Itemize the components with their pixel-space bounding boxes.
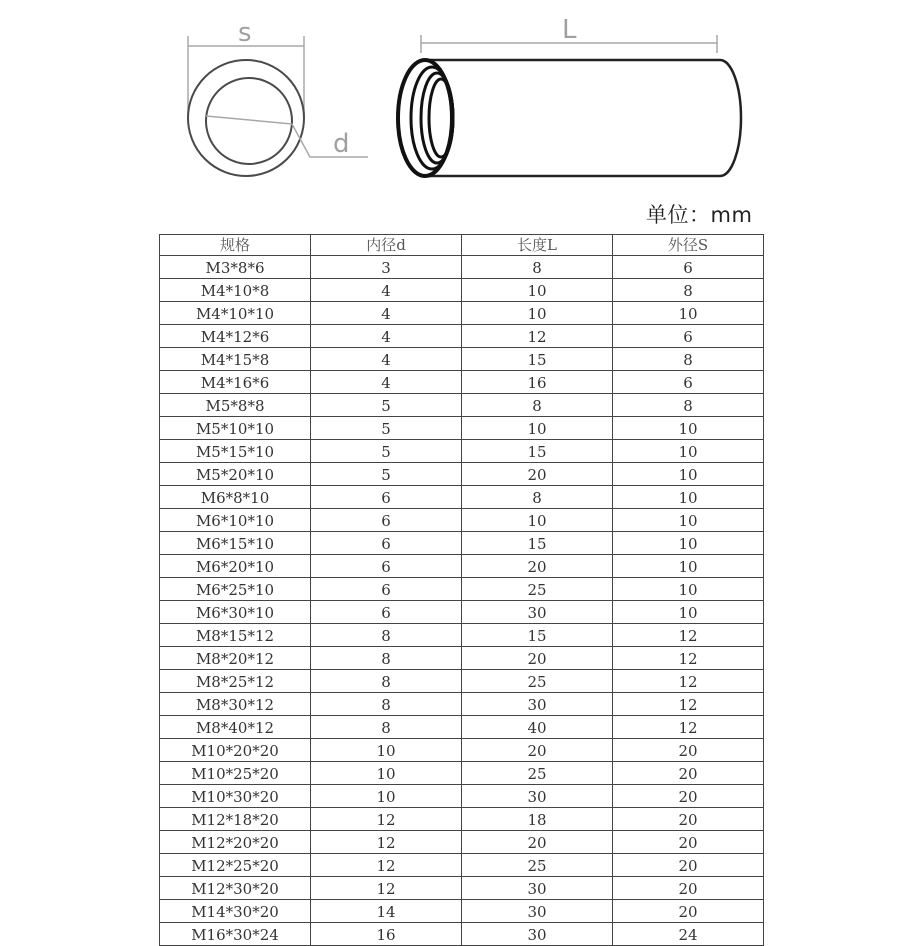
cell-length: 30	[462, 785, 613, 808]
table-row	[160, 670, 764, 693]
table-row	[160, 877, 764, 900]
table-row	[160, 923, 764, 946]
cell-spec: M6*15*10	[160, 532, 311, 555]
table-row	[160, 693, 764, 716]
cell-outer-diameter: 8	[613, 394, 764, 417]
cell-outer-diameter: 10	[613, 440, 764, 463]
cell-length: 20	[462, 555, 613, 578]
table-row	[160, 532, 764, 555]
cell-spec: M10*20*20	[160, 739, 311, 762]
table-row	[160, 831, 764, 854]
cell-outer-diameter: 20	[613, 854, 764, 877]
cell-length: 30	[462, 601, 613, 624]
cell-length: 15	[462, 440, 613, 463]
cell-inner-diameter: 16	[311, 923, 462, 946]
cell-spec: M10*25*20	[160, 762, 311, 785]
table-row	[160, 394, 764, 417]
cell-spec: M12*20*20	[160, 831, 311, 854]
cell-spec: M12*30*20	[160, 877, 311, 900]
cell-length: 30	[462, 900, 613, 923]
cell-inner-diameter: 6	[311, 532, 462, 555]
table-row	[160, 601, 764, 624]
cell-inner-diameter: 4	[311, 371, 462, 394]
cell-spec: M4*15*8	[160, 348, 311, 371]
cell-outer-diameter: 6	[613, 325, 764, 348]
cell-outer-diameter: 6	[613, 256, 764, 279]
cell-outer-diameter: 10	[613, 417, 764, 440]
cell-length: 40	[462, 716, 613, 739]
cell-inner-diameter: 12	[311, 808, 462, 831]
cell-spec: M5*20*10	[160, 463, 311, 486]
cell-outer-diameter: 8	[613, 279, 764, 302]
table-row	[160, 900, 764, 923]
table-header-row	[160, 235, 764, 256]
cell-outer-diameter: 12	[613, 670, 764, 693]
table-row	[160, 785, 764, 808]
table-row	[160, 578, 764, 601]
cell-inner-diameter: 6	[311, 486, 462, 509]
table-row	[160, 279, 764, 302]
cell-outer-diameter: 20	[613, 831, 764, 854]
cell-inner-diameter: 5	[311, 394, 462, 417]
cell-inner-diameter: 14	[311, 900, 462, 923]
cell-outer-diameter: 20	[613, 785, 764, 808]
thread-ring-3	[429, 79, 453, 157]
cell-length: 25	[462, 670, 613, 693]
header-length: 长度L	[462, 235, 613, 256]
cell-spec: M4*10*10	[160, 302, 311, 325]
cell-inner-diameter: 4	[311, 325, 462, 348]
unit-label: 单位：mm	[646, 203, 753, 227]
header-inner-diameter: 内径d	[311, 235, 462, 256]
table-row	[160, 486, 764, 509]
cell-length: 8	[462, 256, 613, 279]
cell-length: 12	[462, 325, 613, 348]
cell-length: 30	[462, 693, 613, 716]
cell-outer-diameter: 10	[613, 555, 764, 578]
cell-outer-diameter: 12	[613, 693, 764, 716]
cell-length: 25	[462, 762, 613, 785]
cell-spec: M10*30*20	[160, 785, 311, 808]
cell-inner-diameter: 12	[311, 831, 462, 854]
cell-outer-diameter: 6	[613, 371, 764, 394]
cell-spec: M5*10*10	[160, 417, 311, 440]
cell-spec: M12*18*20	[160, 808, 311, 831]
table-row	[160, 509, 764, 532]
table-body	[160, 256, 764, 946]
cell-inner-diameter: 4	[311, 279, 462, 302]
cell-outer-diameter: 12	[613, 716, 764, 739]
cell-inner-diameter: 6	[311, 509, 462, 532]
cell-length: 30	[462, 923, 613, 946]
table-row	[160, 739, 764, 762]
cell-inner-diameter: 4	[311, 348, 462, 371]
end-view	[188, 18, 368, 176]
cell-outer-diameter: 10	[613, 302, 764, 325]
side-view	[398, 15, 741, 176]
cell-outer-diameter: 12	[613, 624, 764, 647]
cell-length: 8	[462, 486, 613, 509]
cell-length: 20	[462, 831, 613, 854]
part-diagram	[0, 0, 922, 230]
cell-spec: M4*12*6	[160, 325, 311, 348]
d-label: d	[333, 129, 350, 159]
cell-length: 10	[462, 302, 613, 325]
cell-length: 10	[462, 417, 613, 440]
cell-outer-diameter: 20	[613, 900, 764, 923]
cell-outer-diameter: 10	[613, 463, 764, 486]
cell-spec: M5*8*8	[160, 394, 311, 417]
spec-table	[159, 234, 764, 946]
table-row	[160, 555, 764, 578]
cell-spec: M8*40*12	[160, 716, 311, 739]
cell-length: 18	[462, 808, 613, 831]
table-row	[160, 348, 764, 371]
cell-outer-diameter: 20	[613, 877, 764, 900]
cell-spec: M8*20*12	[160, 647, 311, 670]
cell-length: 10	[462, 279, 613, 302]
table-row	[160, 716, 764, 739]
l-label: L	[562, 15, 577, 45]
cell-inner-diameter: 6	[311, 555, 462, 578]
cell-length: 20	[462, 647, 613, 670]
cell-length: 25	[462, 854, 613, 877]
cell-spec: M6*30*10	[160, 601, 311, 624]
cell-spec: M3*8*6	[160, 256, 311, 279]
cell-length: 25	[462, 578, 613, 601]
cell-length: 15	[462, 532, 613, 555]
cell-inner-diameter: 8	[311, 716, 462, 739]
d-leader-line	[206, 116, 292, 124]
table-row	[160, 647, 764, 670]
cell-length: 20	[462, 463, 613, 486]
cell-outer-diameter: 24	[613, 923, 764, 946]
cell-outer-diameter: 12	[613, 647, 764, 670]
cell-inner-diameter: 10	[311, 762, 462, 785]
s-label: s	[238, 18, 252, 48]
cell-spec: M6*10*10	[160, 509, 311, 532]
table-row	[160, 371, 764, 394]
table-row	[160, 325, 764, 348]
cell-inner-diameter: 10	[311, 785, 462, 808]
cell-length: 16	[462, 371, 613, 394]
cell-spec: M8*25*12	[160, 670, 311, 693]
cell-inner-diameter: 5	[311, 417, 462, 440]
cell-outer-diameter: 10	[613, 578, 764, 601]
table-row	[160, 624, 764, 647]
header-spec: 规格	[160, 235, 311, 256]
cell-spec: M5*15*10	[160, 440, 311, 463]
cell-inner-diameter: 8	[311, 693, 462, 716]
header-outer-diameter: 外径S	[613, 235, 764, 256]
cell-spec: M8*15*12	[160, 624, 311, 647]
table-row	[160, 302, 764, 325]
cell-outer-diameter: 10	[613, 509, 764, 532]
cell-inner-diameter: 12	[311, 877, 462, 900]
cell-inner-diameter: 5	[311, 440, 462, 463]
table-row	[160, 417, 764, 440]
cell-inner-diameter: 3	[311, 256, 462, 279]
tube-body	[422, 60, 741, 176]
table-row	[160, 463, 764, 486]
cell-length: 30	[462, 877, 613, 900]
cell-outer-diameter: 10	[613, 601, 764, 624]
cell-spec: M12*25*20	[160, 854, 311, 877]
cell-inner-diameter: 12	[311, 854, 462, 877]
cell-length: 15	[462, 624, 613, 647]
cell-length: 10	[462, 509, 613, 532]
cell-spec: M14*30*20	[160, 900, 311, 923]
table-row	[160, 854, 764, 877]
cell-inner-diameter: 10	[311, 739, 462, 762]
cell-inner-diameter: 6	[311, 601, 462, 624]
cell-spec: M4*10*8	[160, 279, 311, 302]
cell-length: 8	[462, 394, 613, 417]
cell-spec: M16*30*24	[160, 923, 311, 946]
cell-inner-diameter: 8	[311, 647, 462, 670]
cell-spec: M6*20*10	[160, 555, 311, 578]
cell-outer-diameter: 10	[613, 486, 764, 509]
table-row	[160, 256, 764, 279]
cell-length: 15	[462, 348, 613, 371]
cell-spec: M6*25*10	[160, 578, 311, 601]
cell-inner-diameter: 5	[311, 463, 462, 486]
cell-inner-diameter: 8	[311, 670, 462, 693]
table-row	[160, 440, 764, 463]
cell-outer-diameter: 20	[613, 808, 764, 831]
cell-spec: M6*8*10	[160, 486, 311, 509]
table-row	[160, 762, 764, 785]
cell-spec: M8*30*12	[160, 693, 311, 716]
cell-outer-diameter: 10	[613, 532, 764, 555]
cell-outer-diameter: 20	[613, 762, 764, 785]
inner-circle	[206, 78, 292, 164]
cell-inner-diameter: 6	[311, 578, 462, 601]
cell-inner-diameter: 8	[311, 624, 462, 647]
cell-spec: M4*16*6	[160, 371, 311, 394]
cell-outer-diameter: 20	[613, 739, 764, 762]
cell-length: 20	[462, 739, 613, 762]
cell-outer-diameter: 8	[613, 348, 764, 371]
table-row	[160, 808, 764, 831]
cell-inner-diameter: 4	[311, 302, 462, 325]
